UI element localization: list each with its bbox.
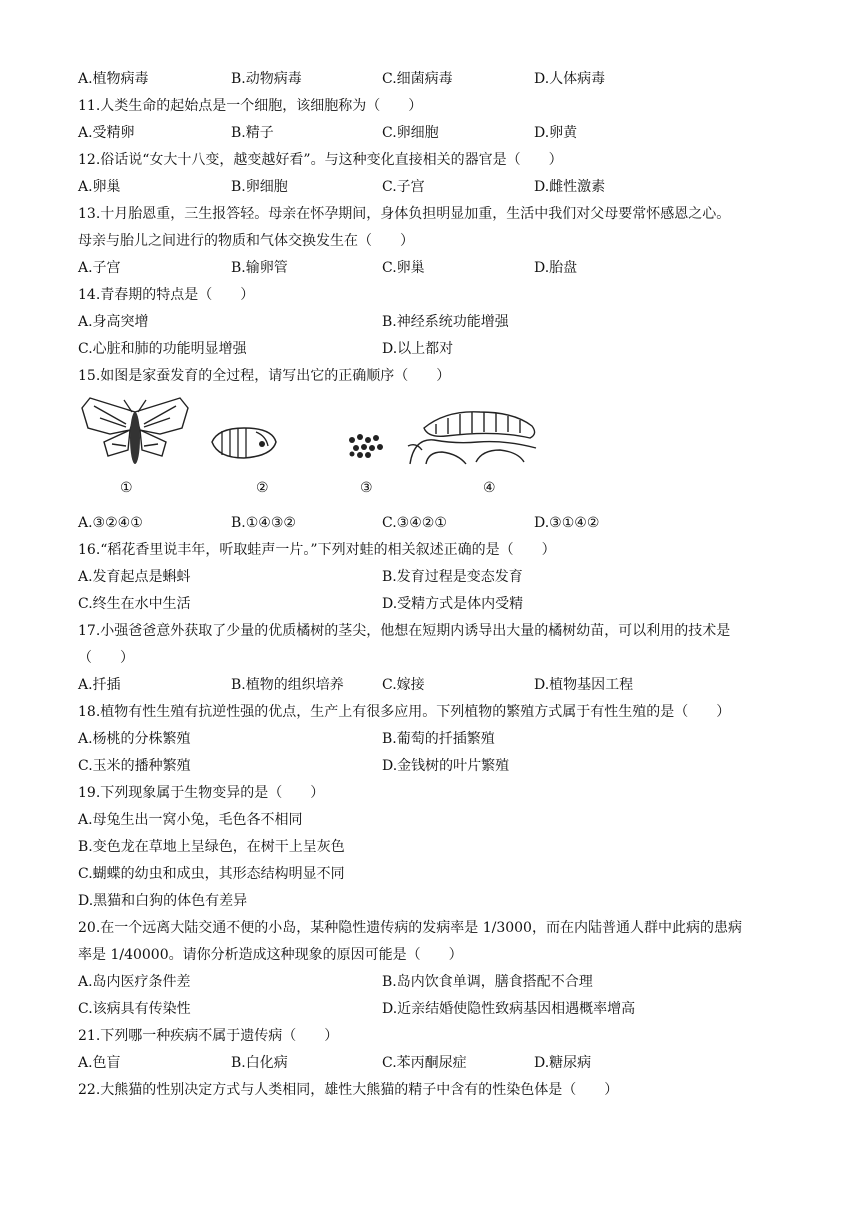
q11-option-b: B.精子	[231, 125, 274, 141]
q10-option-c: C.细菌病毒	[382, 71, 453, 87]
q17-options	[78, 672, 788, 699]
q10-options	[78, 66, 788, 93]
q14-option-b: B.神经系统功能增强	[382, 314, 509, 330]
q20-stem-line1: 20.在一个远离大陆交通不便的小岛，某种隐性遗传病的发病率是 1/3000，而在内陆普通人群中此病的患病	[78, 920, 742, 936]
q21-option-d: D.糖尿病	[534, 1055, 592, 1071]
q13-options	[78, 255, 788, 282]
q17-stem-line2: （ ）	[78, 650, 134, 666]
q21-stem: 21.下列哪一种疾病不属于遗传病（ ）	[78, 1028, 339, 1044]
q15-option-b: B.①④③②	[231, 515, 296, 531]
exam-page	[78, 66, 788, 1104]
q21-options	[78, 1050, 788, 1077]
q11-option-c: C.卵细胞	[382, 125, 439, 141]
q14-option-a: A.身高突增	[78, 314, 149, 330]
eggs-illustration	[346, 432, 386, 462]
q20-option-a: A.岛内医疗条件差	[78, 974, 191, 990]
q18-option-b: B.葡萄的扦插繁殖	[382, 731, 495, 747]
q16-option-d: D.受精方式是体内受精	[382, 596, 524, 612]
q21-option-a: A.色盲	[78, 1055, 121, 1071]
q21-option-b: B.白化病	[231, 1055, 288, 1071]
q10-option-d: D.人体病毒	[534, 71, 606, 87]
q15-option-c: C.③④②①	[382, 515, 447, 531]
q17-option-a: A.扦插	[78, 677, 121, 693]
q11-stem: 11.人类生命的起始点是一个细胞，该细胞称为（ ）	[78, 98, 423, 114]
q18-option-a: A.杨桃的分株繁殖	[78, 731, 191, 747]
q17-option-c: C.嫁接	[382, 677, 425, 693]
q18-option-d: D.金钱树的叶片繁殖	[382, 758, 510, 774]
q15-option-d: D.③①④②	[534, 515, 600, 531]
q19-option-d: D.黑猫和白狗的体色有差异	[78, 893, 248, 909]
q19-stem: 19.下列现象属于生物变异的是（ ）	[78, 785, 325, 801]
figure-label-4: ④	[483, 480, 496, 496]
q15-option-a: A.③②④①	[78, 515, 143, 531]
q16-stem: 16.“稻花香里说丰年，听取蛙声一片。”下列对蛙的相关叙述正确的是（ ）	[78, 542, 556, 558]
pupa-illustration	[208, 422, 280, 466]
q12-stem: 12.俗话说“女大十八变，越变越好看”。与这种变化直接相关的器官是（ ）	[78, 152, 563, 168]
q16-option-a: A.发育起点是蝌蚪	[78, 569, 191, 585]
q20-option-d: D.近亲结婚使隐性致病基因相遇概率增高	[382, 1001, 636, 1017]
figure-label-2: ②	[256, 480, 269, 496]
q20-option-c: C.该病具有传染性	[78, 1001, 191, 1017]
q12-option-c: C.子宫	[382, 179, 425, 195]
q20-stem-line2: 率是 1/40000。请你分析造成这种现象的原因可能是（ ）	[78, 947, 463, 963]
figure-label-3: ③	[360, 480, 373, 496]
silkworm-larvae-illustration	[406, 404, 542, 470]
q11-options	[78, 120, 788, 147]
q22-stem: 22.大熊猫的性别决定方式与人类相同，雄性大熊猫的精子中含有的性染色体是（ ）	[78, 1082, 619, 1098]
q17-option-b: B.植物的组织培养	[231, 677, 344, 693]
q13-stem-line1: 13.十月胎恩重，三生报答轻。母亲在怀孕期间，身体负担明显加重，生活中我们对父母要常怀感恩之心。	[78, 206, 731, 222]
q12-option-d: D.雌性激素	[534, 179, 606, 195]
q10-option-b: B.动物病毒	[231, 71, 302, 87]
q16-option-c: C.终生在水中生活	[78, 596, 191, 612]
q15-stem: 15.如图是家蚕发育的全过程，请写出它的正确顺序（ ）	[78, 368, 451, 384]
q13-option-b: B.输卵管	[231, 260, 288, 276]
figure-label-1: ①	[120, 480, 133, 496]
q17-option-d: D.植物基因工程	[534, 677, 634, 693]
q18-option-c: C.玉米的播种繁殖	[78, 758, 191, 774]
q14-options-row2	[78, 336, 788, 363]
q16-option-b: B.发育过程是变态发育	[382, 569, 523, 585]
q18-options-row2	[78, 753, 788, 780]
q14-options-row1	[78, 309, 788, 336]
q11-option-d: D.卵黄	[534, 125, 578, 141]
q17-stem-line1: 17.小强爸爸意外获取了少量的优质橘树的茎尖，他想在短期内诱导出大量的橘树幼苗，可以利用的技术是	[78, 623, 731, 639]
q20-option-b: B.岛内饮食单调，膳食搭配不合理	[382, 974, 593, 990]
q14-option-c: C.心脏和肺的功能明显增强	[78, 341, 247, 357]
q12-option-a: A.卵巢	[78, 179, 121, 195]
q20-options-row1	[78, 969, 788, 996]
q12-option-b: B.卵细胞	[231, 179, 288, 195]
q21-option-c: C.苯丙酮尿症	[382, 1055, 467, 1071]
q18-stem: 18.植物有性生殖有抗逆性强的优点，生产上有很多应用。下列植物的繁殖方式属于有性生殖的是（ ）	[78, 704, 731, 720]
q16-options-row2	[78, 591, 788, 618]
silkworm-figure	[78, 392, 788, 510]
q19-option-b: B.变色龙在草地上呈绿色，在树干上呈灰色	[78, 839, 345, 855]
q19-option-a: A.母兔生出一窝小兔，毛色各不相同	[78, 812, 303, 828]
q15-options	[78, 510, 788, 537]
q14-stem: 14.青春期的特点是（ ）	[78, 287, 255, 303]
q12-options	[78, 174, 788, 201]
q16-options-row1	[78, 564, 788, 591]
q13-option-a: A.子宫	[78, 260, 121, 276]
q13-option-d: D.胎盘	[534, 260, 578, 276]
q13-option-c: C.卵巢	[382, 260, 425, 276]
q10-option-a: A.植物病毒	[78, 71, 149, 87]
q11-option-a: A.受精卵	[78, 125, 135, 141]
q14-option-d: D.以上都对	[382, 341, 454, 357]
q20-options-row2	[78, 996, 788, 1023]
q19-option-c: C.蝴蝶的幼虫和成虫，其形态结构明显不同	[78, 866, 345, 882]
q18-options-row1	[78, 726, 788, 753]
moth-illustration	[80, 394, 190, 474]
q13-stem-line2: 母亲与胎儿之间进行的物质和气体交换发生在（ ）	[78, 233, 414, 249]
